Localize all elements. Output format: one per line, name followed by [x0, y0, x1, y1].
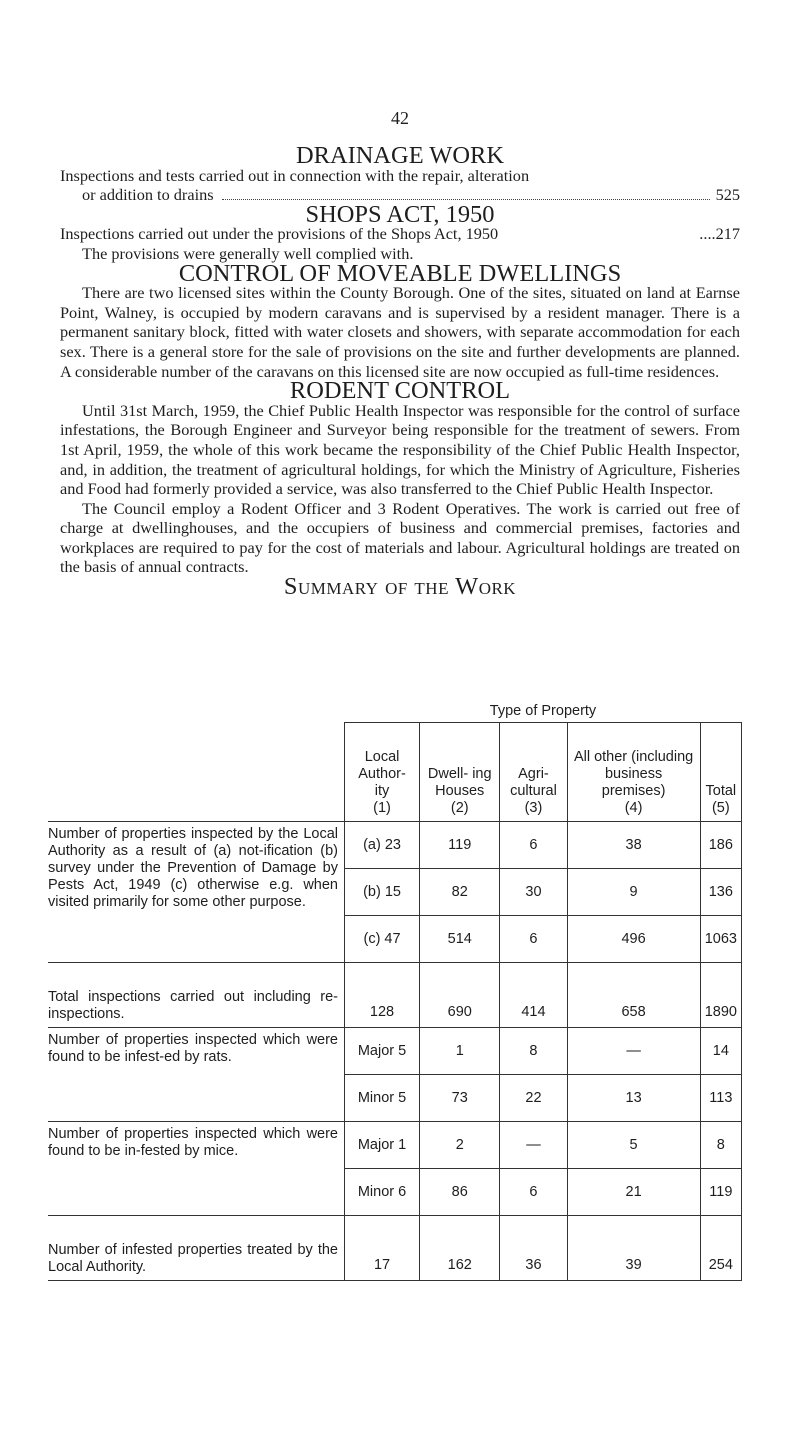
summary-heading: Summary of the Work [283, 573, 517, 601]
table-cell: 9 [567, 869, 700, 916]
table-row [48, 1216, 742, 1281]
row-label: Number of properties inspected by the Local Authority as a result of (a) not-ification (b) survey under the Prevention of Damage by Pests Act, 1949 (c) otherwise e.g. when visited primarily for some other purpose. [48, 822, 345, 963]
column-header: Local Author- ity (1) [345, 723, 420, 822]
rodent-paragraph-2: The Council employ a Rodent Officer and 3 Rodent Operatives. The work is carried out free of charge at dwellinghouses, and the occupiers of business and commercial premises, factories and workplaces are required to pay for the cost of materials and labour. Agricultural holdings are treated on the basis of annual contracts. [60, 498, 740, 577]
table-cell: 514 [420, 916, 500, 963]
table-cell: 39 [567, 1216, 700, 1281]
table-cell: 82 [420, 869, 500, 916]
table-cell: 1063 [700, 916, 741, 963]
corner-cell [48, 700, 345, 723]
table-cell: 36 [500, 1216, 567, 1281]
table-cell: Minor 5 [345, 1075, 420, 1122]
table-cell: 113 [700, 1075, 741, 1122]
column-header: Dwell- ing Houses (2) [420, 723, 500, 822]
table-cell: Major 5 [345, 1028, 420, 1075]
table-cell: Major 1 [345, 1122, 420, 1169]
table-cell: Minor 6 [345, 1169, 420, 1216]
drainage-heading: DRAINAGE WORK [296, 142, 504, 169]
table-cell: 1 [420, 1028, 500, 1075]
table-cell: 186 [700, 822, 741, 869]
column-header-row [48, 723, 742, 822]
table-cell: 22 [500, 1075, 567, 1122]
row-label: Number of properties inspected which were found to be in-fested by mice. [48, 1122, 345, 1216]
table-cell: 8 [500, 1028, 567, 1075]
drainage-value: 525 [715, 185, 740, 205]
shops-label: Inspections carried out under the provisions of the Shops Act, 1950 [60, 224, 499, 244]
table-cell: 30 [500, 869, 567, 916]
table-row [48, 822, 742, 869]
table-cell: 254 [700, 1216, 741, 1281]
shops-value: 217 [715, 224, 740, 244]
table-row [48, 963, 742, 1028]
table-cell: 658 [567, 963, 700, 1028]
row-label: Total inspections carried out including re-inspections. [48, 963, 345, 1028]
drainage-label: or addition to drains [82, 185, 214, 205]
dot-leader [222, 198, 710, 200]
moveable-heading: CONTROL OF MOVEABLE DWELLINGS [178, 259, 622, 287]
column-header: Agri- cultural (3) [500, 723, 567, 822]
table-cell: — [500, 1122, 567, 1169]
table-cell: 8 [700, 1122, 741, 1169]
table-cell: 6 [500, 916, 567, 963]
table-cell: 6 [500, 822, 567, 869]
column-header: Total (5) [700, 723, 741, 822]
table-row [48, 1028, 742, 1075]
type-of-property-header: Type of Property [345, 700, 742, 723]
table-cell: (a) 23 [345, 822, 420, 869]
table-cell: 1890 [700, 963, 741, 1028]
rodent-heading: RODENT CONTROL [289, 377, 511, 405]
table-cell: 119 [700, 1169, 741, 1216]
table-cell: 13 [567, 1075, 700, 1122]
table-row [48, 1122, 742, 1169]
table-cell: 21 [567, 1169, 700, 1216]
table-cell: 38 [567, 822, 700, 869]
table-cell: 17 [345, 1216, 420, 1281]
column-header: All other (including business premises) (4) [567, 723, 700, 822]
shops-dots: .... [699, 224, 716, 244]
table-cell: 2 [420, 1122, 500, 1169]
shops-entry [60, 224, 740, 244]
rodent-paragraph-1: Until 31st March, 1959, the Chief Public Health Inspector was responsible for the control of surface infestations, the Borough Engineer and Surveyor being responsible for the treatment of sewers. From 1st April, 1959, the whole of this work became the responsibility of the Chief Public Health Inspector, and, in addition, the treatment of agricultural holdings, for which the Ministry of Agriculture, Fisheries and Food had formerly provided a service, was also transferred to the Chief Public Health Inspector. [60, 400, 740, 499]
table-cell: (b) 15 [345, 869, 420, 916]
table-cell: 128 [345, 963, 420, 1028]
summary-table [48, 700, 742, 1281]
table-cell: 119 [420, 822, 500, 869]
table-cell: 690 [420, 963, 500, 1028]
table-cell: 5 [567, 1122, 700, 1169]
table-cell: 86 [420, 1169, 500, 1216]
table-cell: (c) 47 [345, 916, 420, 963]
table-cell: 496 [567, 916, 700, 963]
shops-note: The provisions were generally well complied with. [82, 243, 414, 263]
table-cell: 6 [500, 1169, 567, 1216]
shops-heading: SHOPS ACT, 1950 [305, 200, 495, 228]
table-cell: 136 [700, 869, 741, 916]
page-number: 42 [391, 108, 409, 128]
table-cell: 14 [700, 1028, 741, 1075]
corner-cell [48, 723, 345, 822]
table-cell: 162 [420, 1216, 500, 1281]
table-cell: 414 [500, 963, 567, 1028]
table-cell: — [567, 1028, 700, 1075]
table-cell: 73 [420, 1075, 500, 1122]
moveable-paragraph: There are two licensed sites within the County Borough. One of the sites, situated on land at Earnse Point, Walney, is occupied by modern caravans and is supervised by a resident manager. There is a permanent sanitary block, fitted with water closets and showers, with separate accommodation for each sex. There is a general store for the sale of provisions on the site and further developments are planned. A considerable number of the caravans on this licensed site are now occupied as full-time residences. [60, 283, 740, 381]
drainage-line: Inspections and tests carried out in connection with the repair, alteration [60, 165, 530, 185]
row-label: Number of properties inspected which were found to be infest-ed by rats. [48, 1028, 345, 1122]
row-label: Number of infested properties treated by the Local Authority. [48, 1216, 345, 1281]
body-text [60, 142, 740, 601]
